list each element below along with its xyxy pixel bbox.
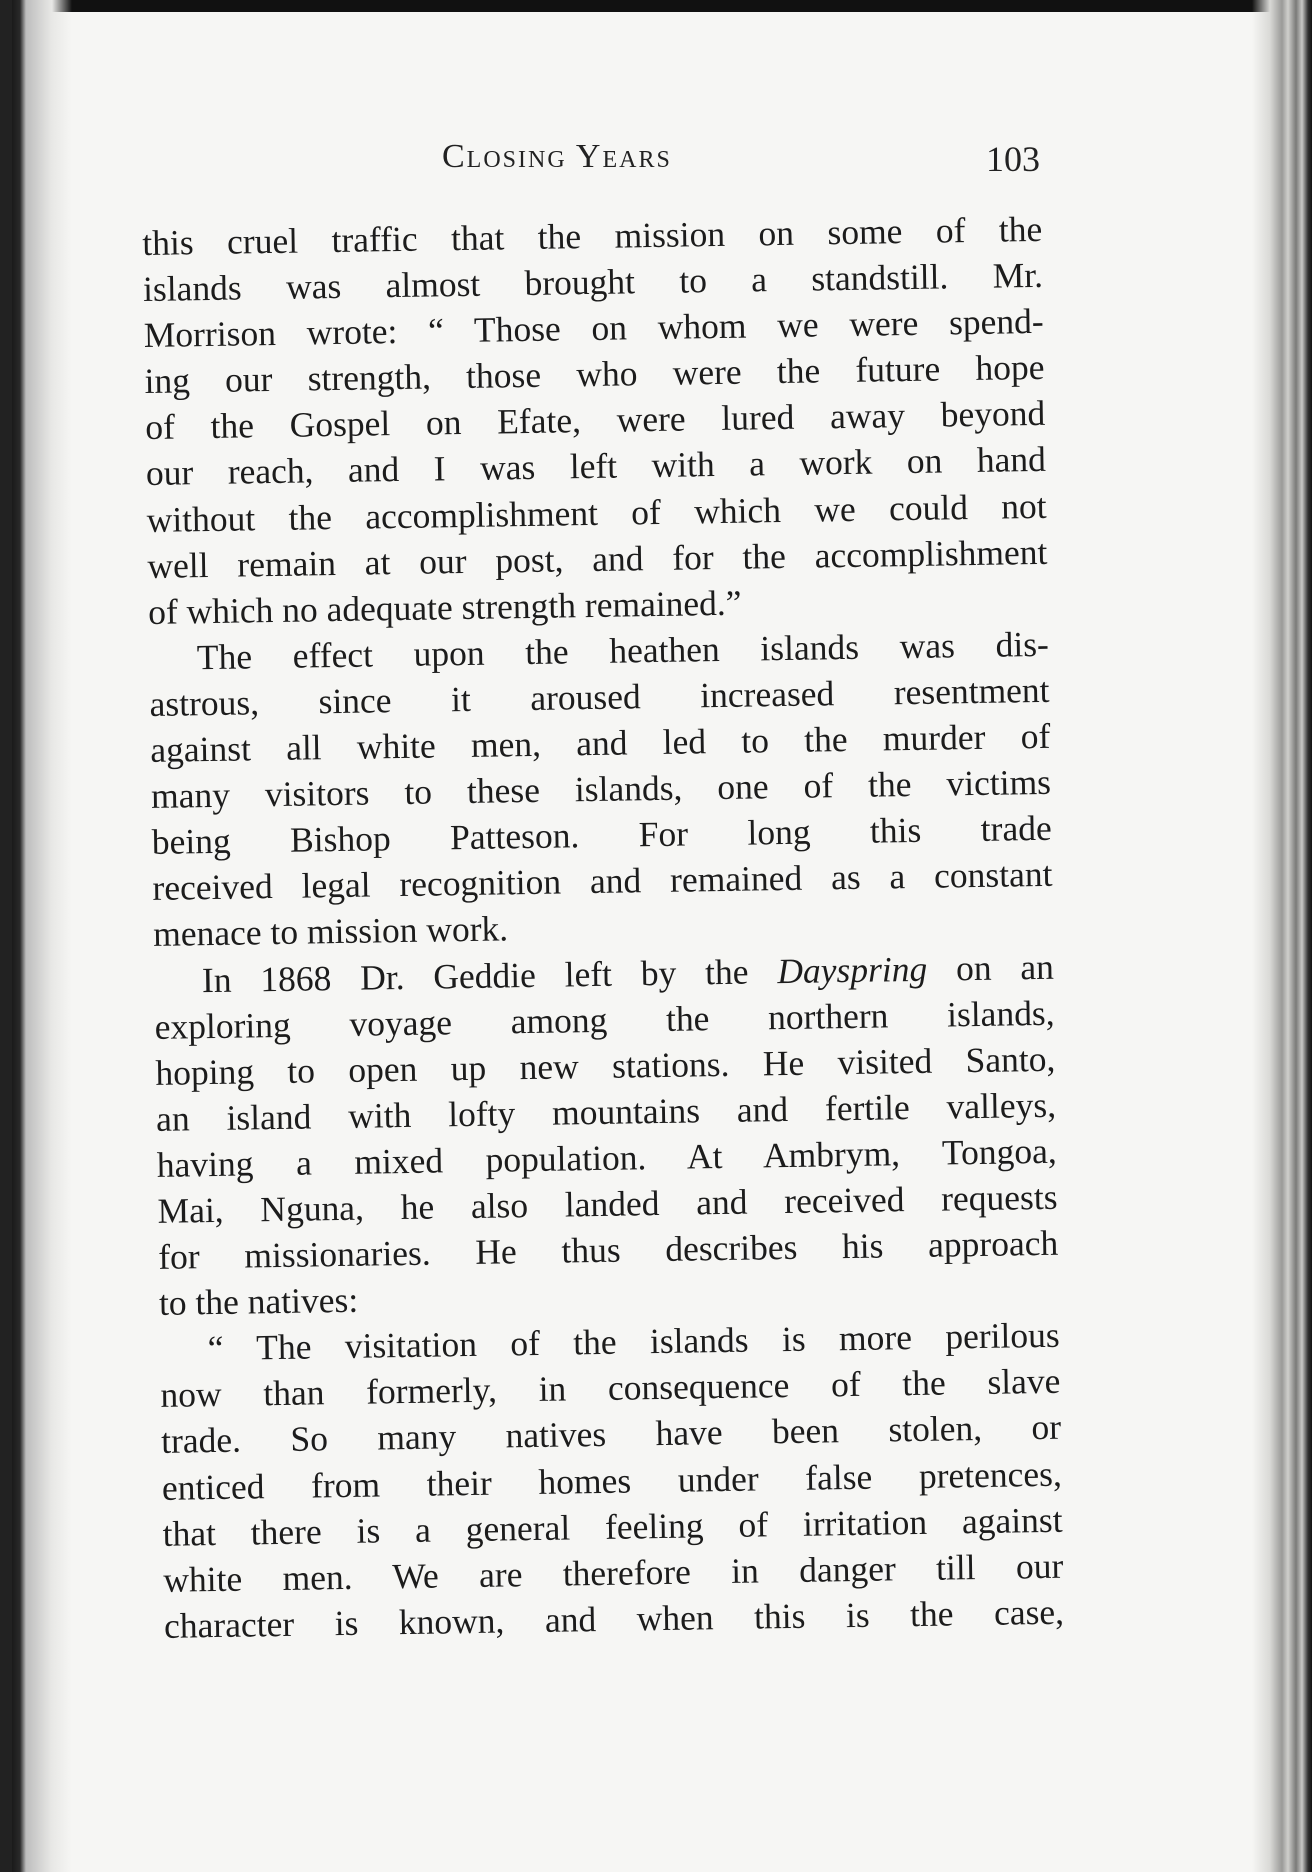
text-line: our reach, and I was left with a work on hand bbox=[145, 439, 1047, 494]
text-line: many visitors to these islands, one of the victims bbox=[150, 761, 1052, 817]
ship-name-italic: Dayspring bbox=[776, 948, 928, 991]
text-line: received legal recognition and remained as a constant bbox=[152, 854, 1053, 909]
text-line: now than formerly, in consequence of the slave bbox=[160, 1361, 1061, 1416]
text-line: “ The visitation of the islands is more perilous bbox=[207, 1314, 1060, 1369]
text-fragment: on an bbox=[926, 946, 1055, 989]
text-line: hoping to open up new stations. He visited Santo, bbox=[155, 1038, 1056, 1093]
text-line: of which no adequate strength remained.” bbox=[147, 582, 742, 632]
text-line: Mai, Nguna, he also landed and received requests bbox=[157, 1176, 1058, 1231]
text-line: being Bishop Patteson. For long this trade bbox=[151, 808, 1052, 863]
text-line: character is known, and when this is the case, bbox=[163, 1591, 1065, 1646]
running-head bbox=[140, 138, 1040, 198]
text-line: ing our strength, those who were the future hope bbox=[144, 347, 1045, 402]
text-line: enticed from their homes under false pretences, bbox=[161, 1453, 1063, 1508]
text-line: well remain at our post, and for the accomplishment bbox=[147, 531, 1048, 586]
chapter-title: Closing Years bbox=[442, 138, 672, 175]
page-number: 103 bbox=[986, 139, 1040, 179]
text-line: astrous, since it aroused increased resentment bbox=[149, 669, 1050, 724]
text-line: Morrison wrote: “ Those on whom we were spend- bbox=[143, 301, 1045, 356]
body-text bbox=[142, 206, 1064, 1649]
text-line: that there is a general feeling of irritation against bbox=[162, 1499, 1063, 1554]
text-line: without the accomplishment of which we could not bbox=[146, 485, 1047, 540]
text-line: trade. So many natives have been stolen, or bbox=[160, 1407, 1062, 1462]
text-line: an island with lofty mountains and fertile valleys, bbox=[155, 1084, 1057, 1139]
text-line: having a mixed population. At Ambrym, Tongoa, bbox=[156, 1130, 1058, 1185]
text-line: this cruel traffic that the mission on some of the bbox=[142, 208, 1043, 263]
text-line: to the natives: bbox=[158, 1279, 359, 1324]
text-fragment: In 1868 Dr. Geddie left by the bbox=[201, 950, 778, 1000]
text-line: white men. We are therefore in danger till our bbox=[163, 1545, 1064, 1600]
text-line: islands was almost brought to a standstill. Mr. bbox=[142, 254, 1044, 310]
text-line: The effect upon the heathen islands was dis- bbox=[196, 623, 1050, 678]
text-line: for missionaries. He thus describes his approach bbox=[157, 1222, 1059, 1277]
text-line: against all white men, and led to the murder of bbox=[150, 715, 1051, 770]
text-line: of the Gospel on Efate, were lured away beyond bbox=[144, 393, 1046, 448]
text-line: exploring voyage among the northern islands, bbox=[154, 992, 1055, 1047]
text-line: menace to mission work. bbox=[152, 908, 509, 955]
